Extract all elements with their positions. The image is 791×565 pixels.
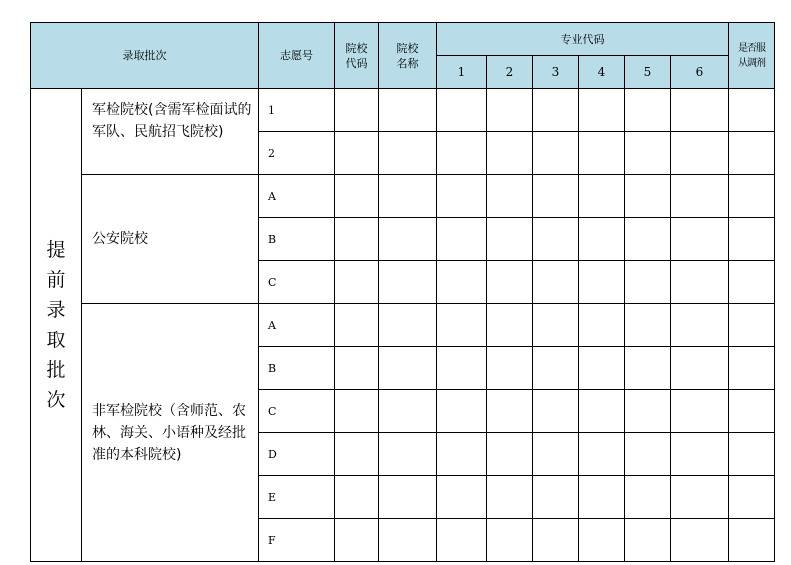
obey-adjustment-cell[interactable] [729, 261, 775, 304]
table-row [31, 304, 775, 347]
major-code-2-cell[interactable] [487, 347, 533, 390]
major-code-1-cell[interactable] [437, 433, 487, 476]
major-number-3: 3 [533, 56, 579, 89]
choice-number: C [259, 390, 335, 433]
school-code-cell[interactable] [335, 132, 379, 175]
major-code-4-cell[interactable] [579, 261, 625, 304]
major-code-3-cell[interactable] [533, 476, 579, 519]
major-code-4-cell[interactable] [579, 218, 625, 261]
obey-adjustment-cell[interactable] [729, 390, 775, 433]
major-code-4-cell[interactable] [579, 89, 625, 132]
choice-number: A [259, 304, 335, 347]
major-code-6-cell[interactable] [671, 175, 729, 218]
major-code-1-cell[interactable] [437, 218, 487, 261]
choice-number: E [259, 476, 335, 519]
major-number-4: 4 [579, 56, 625, 89]
category-name: 军检院校(含需军检面试的军队、民航招飞院校) [82, 89, 259, 175]
major-code-2-cell[interactable] [487, 304, 533, 347]
major-code-2-cell[interactable] [487, 433, 533, 476]
major-code-4-cell[interactable] [579, 175, 625, 218]
school-name-cell[interactable] [379, 519, 437, 562]
major-code-2-cell[interactable] [487, 218, 533, 261]
school-name-cell[interactable] [379, 132, 437, 175]
choice-number: 2 [259, 132, 335, 175]
obey-adjustment-cell[interactable] [729, 476, 775, 519]
school-name-cell[interactable] [379, 175, 437, 218]
obey-adjustment-cell[interactable] [729, 433, 775, 476]
major-code-4-cell[interactable] [579, 132, 625, 175]
school-name-cell[interactable] [379, 390, 437, 433]
choice-number: F [259, 519, 335, 562]
major-code-3-cell[interactable] [533, 347, 579, 390]
school-code-cell[interactable] [335, 218, 379, 261]
major-code-3-cell[interactable] [533, 218, 579, 261]
header-obey-adjustment: 是否服 从调剂 [729, 23, 775, 89]
major-code-6-cell[interactable] [671, 519, 729, 562]
school-code-cell[interactable] [335, 175, 379, 218]
obey-adjustment-cell[interactable] [729, 89, 775, 132]
major-code-5-cell[interactable] [625, 476, 671, 519]
major-code-4-cell[interactable] [579, 433, 625, 476]
category-name: 非军检院校（含师范、农林、海关、小语种及经批准的本科院校) [82, 304, 259, 562]
choice-number: C [259, 261, 335, 304]
header-batch: 录取批次 [31, 23, 259, 89]
major-code-5-cell[interactable] [625, 347, 671, 390]
major-code-5-cell[interactable] [625, 390, 671, 433]
major-code-3-cell[interactable] [533, 132, 579, 175]
school-code-cell[interactable] [335, 433, 379, 476]
school-name-cell[interactable] [379, 304, 437, 347]
major-number-2: 2 [487, 56, 533, 89]
category-name: 公安院校 [82, 175, 259, 304]
obey-adjustment-cell[interactable] [729, 304, 775, 347]
major-code-3-cell[interactable] [533, 175, 579, 218]
major-code-4-cell[interactable] [579, 476, 625, 519]
major-code-5-cell[interactable] [625, 218, 671, 261]
major-code-2-cell[interactable] [487, 390, 533, 433]
obey-adjustment-cell[interactable] [729, 175, 775, 218]
major-code-3-cell[interactable] [533, 519, 579, 562]
obey-adjustment-cell[interactable] [729, 218, 775, 261]
school-code-cell[interactable] [335, 89, 379, 132]
major-code-5-cell[interactable] [625, 304, 671, 347]
major-code-1-cell[interactable] [437, 390, 487, 433]
choice-number: D [259, 433, 335, 476]
major-code-1-cell[interactable] [437, 175, 487, 218]
obey-adjustment-cell[interactable] [729, 519, 775, 562]
major-code-6-cell[interactable] [671, 89, 729, 132]
major-code-1-cell[interactable] [437, 519, 487, 562]
header-choice-number: 志愿号 [259, 23, 335, 89]
choice-number: B [259, 218, 335, 261]
major-code-5-cell[interactable] [625, 89, 671, 132]
school-name-cell[interactable] [379, 347, 437, 390]
major-number-6: 6 [671, 56, 729, 89]
major-code-3-cell[interactable] [533, 433, 579, 476]
obey-adjustment-cell[interactable] [729, 132, 775, 175]
major-code-2-cell[interactable] [487, 175, 533, 218]
major-number-5: 5 [625, 56, 671, 89]
major-code-1-cell[interactable] [437, 89, 487, 132]
major-code-2-cell[interactable] [487, 261, 533, 304]
school-name-cell[interactable] [379, 218, 437, 261]
major-code-6-cell[interactable] [671, 347, 729, 390]
obey-adjustment-cell[interactable] [729, 347, 775, 390]
major-code-5-cell[interactable] [625, 175, 671, 218]
header-major-code: 专业代码 [437, 23, 729, 56]
major-code-2-cell[interactable] [487, 476, 533, 519]
major-code-3-cell[interactable] [533, 304, 579, 347]
major-code-5-cell[interactable] [625, 132, 671, 175]
major-code-6-cell[interactable] [671, 433, 729, 476]
major-code-1-cell[interactable] [437, 347, 487, 390]
major-code-3-cell[interactable] [533, 390, 579, 433]
school-code-cell[interactable] [335, 347, 379, 390]
school-code-cell[interactable] [335, 476, 379, 519]
major-code-1-cell[interactable] [437, 476, 487, 519]
choice-number: A [259, 175, 335, 218]
school-code-cell[interactable] [335, 304, 379, 347]
major-code-4-cell[interactable] [579, 347, 625, 390]
batch-name: 提 前 录 取 批 次 [31, 89, 82, 562]
choice-number: B [259, 347, 335, 390]
school-code-cell[interactable] [335, 390, 379, 433]
major-code-6-cell[interactable] [671, 304, 729, 347]
school-code-cell[interactable] [335, 519, 379, 562]
major-code-2-cell[interactable] [487, 89, 533, 132]
choice-number: 1 [259, 89, 335, 132]
major-code-4-cell[interactable] [579, 304, 625, 347]
header-school-name: 院校 名称 [379, 23, 437, 89]
major-code-2-cell[interactable] [487, 132, 533, 175]
school-name-cell[interactable] [379, 89, 437, 132]
major-code-4-cell[interactable] [579, 390, 625, 433]
major-code-5-cell[interactable] [625, 433, 671, 476]
major-code-6-cell[interactable] [671, 261, 729, 304]
school-code-cell[interactable] [335, 261, 379, 304]
major-code-3-cell[interactable] [533, 89, 579, 132]
major-code-6-cell[interactable] [671, 218, 729, 261]
school-name-cell[interactable] [379, 433, 437, 476]
major-code-6-cell[interactable] [671, 132, 729, 175]
table-row [31, 175, 775, 218]
major-code-4-cell[interactable] [579, 519, 625, 562]
major-code-1-cell[interactable] [437, 261, 487, 304]
major-code-6-cell[interactable] [671, 476, 729, 519]
major-code-2-cell[interactable] [487, 519, 533, 562]
header-school-code: 院校 代码 [335, 23, 379, 89]
table-row [31, 89, 775, 132]
school-name-cell[interactable] [379, 261, 437, 304]
school-name-cell[interactable] [379, 476, 437, 519]
form-body [31, 89, 775, 562]
major-code-5-cell[interactable] [625, 261, 671, 304]
major-code-1-cell[interactable] [437, 132, 487, 175]
major-code-3-cell[interactable] [533, 261, 579, 304]
major-code-1-cell[interactable] [437, 304, 487, 347]
major-code-6-cell[interactable] [671, 390, 729, 433]
major-number-1: 1 [437, 56, 487, 89]
admission-form-table [30, 22, 775, 562]
major-code-5-cell[interactable] [625, 519, 671, 562]
